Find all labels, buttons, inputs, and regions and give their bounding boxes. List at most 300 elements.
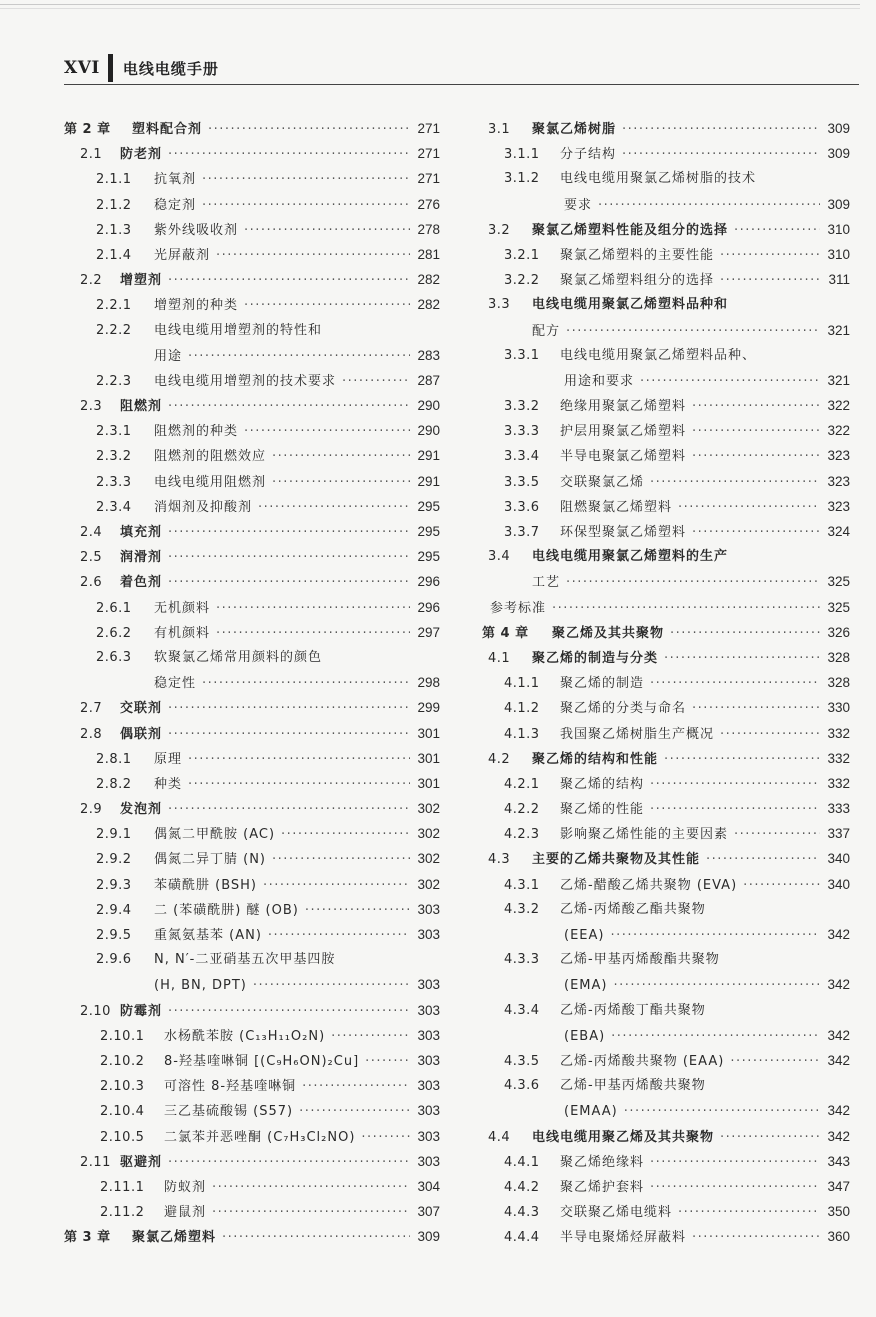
toc-entry-number: 4.2.1 — [504, 776, 540, 792]
toc-entry-title: 电线电缆用聚氯乙烯塑料品种、 — [560, 347, 757, 363]
toc-entry-page: 307 — [417, 1204, 440, 1220]
toc-entry[interactable] — [64, 393, 440, 418]
toc-entry[interactable] — [64, 947, 440, 972]
toc-entry[interactable] — [482, 1098, 850, 1123]
toc-entry-number: 2.6.1 — [96, 600, 132, 616]
toc-entry[interactable] — [64, 897, 440, 922]
toc-entry[interactable] — [482, 1124, 850, 1149]
toc-entry-title: 乙烯-甲基丙烯酸酯共聚物 — [560, 952, 720, 968]
toc-entry-number: 4.3.5 — [504, 1053, 540, 1069]
dot-leader — [168, 1150, 410, 1175]
toc-entry[interactable] — [482, 393, 850, 418]
toc-entry-number: 3.1 — [488, 122, 511, 137]
toc-entry-page: 309 — [827, 121, 850, 136]
toc-entry-page: 282 — [417, 272, 440, 288]
toc-entry-page: 342 — [827, 927, 850, 942]
toc-entry-page: 282 — [417, 297, 440, 313]
toc-entry-page: 332 — [827, 775, 850, 791]
dot-leader — [302, 1074, 410, 1099]
toc-entry-number: 2.9.4 — [96, 902, 132, 918]
toc-entry-title: 三乙基硫酸锡 (S57) — [164, 1104, 294, 1120]
toc-entry-number: 4.4 — [488, 1129, 511, 1145]
toc-entry[interactable] — [64, 343, 440, 368]
toc-entry-number: 2.8.2 — [96, 776, 132, 792]
toc-entry[interactable] — [482, 443, 850, 468]
toc-entry-number: 2.2.1 — [96, 298, 132, 314]
toc-entry[interactable] — [64, 670, 440, 695]
toc-entry[interactable] — [64, 192, 440, 217]
toc-entry-page: 303 — [417, 1103, 440, 1119]
toc-entry-title: 种类 — [154, 776, 183, 792]
toc-entry[interactable] — [64, 998, 440, 1023]
toc-entry-page: 295 — [417, 549, 440, 565]
dot-leader — [734, 822, 820, 847]
toc-entry-title: 乙烯-丙烯酸乙酯共聚物 — [560, 901, 706, 917]
dot-leader — [168, 142, 410, 167]
toc-entry-page: 303 — [417, 1027, 440, 1043]
dot-leader — [692, 419, 820, 444]
toc-entry-number: 2.1 — [80, 147, 103, 163]
toc-entry-number: 3.3.4 — [504, 449, 540, 465]
toc-entry-title: 要求 — [564, 197, 593, 213]
toc-entry-number: 3.3 — [488, 297, 511, 313]
toc-entry-title: 聚乙烯的制造与分类 — [532, 650, 659, 666]
toc-entry[interactable] — [64, 872, 440, 897]
toc-entry[interactable] — [64, 166, 440, 191]
toc-entry-title: 电线电缆用聚氯乙烯塑料的生产 — [532, 549, 729, 565]
toc-entry-page: 283 — [417, 347, 440, 363]
toc-entry-number: 2.2.2 — [96, 322, 132, 338]
toc-entry-page: 332 — [827, 725, 850, 741]
toc-entry[interactable] — [482, 846, 850, 871]
toc-entry[interactable] — [64, 922, 440, 947]
toc-entry-number: 3.2.2 — [504, 273, 540, 289]
toc-entry[interactable] — [64, 771, 440, 796]
dot-leader — [692, 444, 820, 469]
toc-entry[interactable] — [482, 821, 850, 846]
toc-entry-title: 增塑剂的种类 — [154, 298, 239, 314]
toc-entry-page: 337 — [827, 826, 850, 842]
toc-entry[interactable] — [482, 1199, 850, 1224]
toc-entry-page: 304 — [417, 1178, 440, 1194]
toc-entry-number: 2.9.2 — [96, 852, 132, 868]
dot-leader — [706, 847, 820, 872]
toc-entry-page: 350 — [827, 1204, 850, 1220]
toc-entry-title: 聚乙烯的性能 — [560, 802, 645, 818]
toc-entry-page: 295 — [417, 524, 440, 539]
toc-entry-number: 第 2 章 — [64, 122, 111, 137]
toc-entry[interactable] — [482, 141, 850, 166]
toc-entry-title: 偶氮二甲酰胺 (AC) — [154, 827, 276, 843]
toc-entry[interactable] — [64, 418, 440, 443]
toc-entry-page: 325 — [827, 574, 850, 590]
toc-entry-page: 303 — [417, 901, 440, 917]
toc-entry[interactable] — [64, 1174, 440, 1199]
toc-entry[interactable] — [482, 418, 850, 443]
toc-entry-number: 2.2 — [80, 273, 103, 289]
dot-leader — [202, 671, 410, 696]
toc-entry-page: 342 — [827, 977, 850, 993]
dot-leader — [212, 1200, 410, 1225]
toc-entry-title: 聚乙烯护套料 — [560, 1179, 645, 1195]
toc-entry-title: 避鼠剂 — [164, 1205, 207, 1221]
toc-entry[interactable] — [64, 267, 440, 292]
toc-entry[interactable] — [64, 721, 440, 746]
toc-entry-page: 340 — [827, 876, 850, 892]
toc-entry[interactable] — [482, 544, 850, 569]
dot-leader — [331, 1024, 410, 1049]
toc-entry-page: 342 — [827, 1103, 850, 1119]
toc-entry[interactable] — [64, 972, 440, 997]
toc-entry-title: 塑料配合剂 — [132, 122, 203, 137]
toc-entry-title: 主要的乙烯共聚物及其性能 — [532, 852, 701, 868]
toc-entry-title: 防霉剂 — [120, 1003, 163, 1019]
toc-entry[interactable] — [64, 469, 440, 494]
dot-leader — [650, 772, 820, 797]
toc-entry-page: 303 — [417, 1128, 440, 1144]
toc-entry-title: 消烟剂及抑酸剂 — [154, 499, 253, 515]
toc-entry-title: 8-羟基喹啉铜 [(C₉H₆ON)₂Cu] — [164, 1053, 360, 1069]
dot-leader — [622, 142, 820, 167]
toc-entry[interactable] — [64, 1199, 440, 1224]
toc-entry-title: 抗氧剂 — [154, 172, 197, 188]
dot-leader — [216, 596, 410, 621]
toc-entry[interactable] — [482, 1149, 850, 1174]
toc-entry-number: 2.2.3 — [96, 373, 132, 389]
toc-entry[interactable] — [482, 1073, 850, 1098]
toc-entry[interactable] — [482, 670, 850, 695]
dot-leader — [692, 520, 820, 545]
toc-entry-number: 2.10.4 — [100, 1104, 145, 1120]
toc-entry[interactable] — [482, 771, 850, 796]
dot-leader — [692, 1225, 820, 1250]
toc-entry-title: (EBA) — [564, 1028, 606, 1044]
toc-entry-title: 阻燃剂的种类 — [154, 424, 239, 440]
toc-entry[interactable] — [482, 947, 850, 972]
toc-entry-title: 无机颜料 — [154, 600, 211, 616]
toc-entry[interactable] — [482, 595, 850, 620]
toc-entry-number: 4.1.1 — [504, 676, 540, 692]
toc-entry-page: 340 — [827, 851, 850, 867]
toc-entry-number: 4.3.4 — [504, 1002, 540, 1018]
dot-leader — [622, 117, 820, 142]
toc-entry-title: 紫外线吸收剂 — [154, 222, 239, 238]
toc-entry-number: 2.1.2 — [96, 197, 132, 213]
dot-leader — [216, 243, 410, 268]
toc-entry-page: 303 — [417, 977, 440, 993]
toc-entry[interactable] — [482, 695, 850, 720]
dot-leader — [720, 243, 820, 268]
toc-entry[interactable] — [64, 217, 440, 242]
toc-entry-page: 290 — [417, 398, 440, 414]
toc-entry[interactable] — [482, 1174, 850, 1199]
toc-entry[interactable] — [64, 242, 440, 267]
toc-entry-number: 2.3.3 — [96, 474, 132, 490]
toc-entry-number: 2.9 — [80, 802, 103, 818]
toc-entry-title: 影响聚乙烯性能的主要因素 — [560, 827, 729, 843]
toc-entry-title: 着色剂 — [120, 575, 163, 591]
toc-entry[interactable] — [64, 1048, 440, 1073]
toc-entry-page: 302 — [417, 801, 440, 817]
header-rule — [64, 84, 859, 85]
toc-entry-page: 323 — [827, 448, 850, 464]
dot-leader — [244, 419, 410, 444]
toc-entry-title: 配方 — [532, 323, 561, 339]
toc-entry[interactable] — [482, 1224, 850, 1249]
toc-entry-title: 润滑剂 — [120, 550, 163, 566]
dot-leader — [730, 1049, 820, 1074]
toc-entry[interactable] — [482, 368, 850, 393]
toc-entry-title: 阻燃聚氯乙烯塑料 — [560, 499, 673, 515]
dot-leader — [188, 344, 410, 369]
toc-entry-title: N, N′-二亚硝基五次甲基四胺 — [154, 952, 336, 968]
toc-entry-number: 4.4.3 — [504, 1205, 540, 1221]
toc-entry-page: 309 — [827, 146, 850, 162]
dot-leader — [168, 570, 410, 595]
dot-leader — [650, 671, 820, 696]
dot-leader — [208, 117, 410, 142]
dot-leader — [692, 696, 820, 721]
toc-entry[interactable] — [482, 1048, 850, 1073]
toc-entry-title: 乙烯-丙烯酸共聚物 (EAA) — [560, 1053, 725, 1069]
toc-entry-title: 聚乙烯及其共聚物 — [552, 625, 665, 641]
toc-entry-title: 参考标准 — [490, 600, 547, 616]
toc-entry-page: 343 — [827, 1153, 850, 1169]
toc-entry-page: 342 — [827, 1128, 850, 1144]
dot-leader — [244, 293, 410, 318]
toc-entry-page: 309 — [417, 1229, 440, 1245]
dot-leader — [168, 999, 410, 1024]
toc-entry[interactable] — [482, 494, 850, 519]
toc-entry[interactable] — [64, 318, 440, 343]
toc-entry-page: 309 — [827, 196, 850, 212]
toc-entry-number: 2.3.1 — [96, 424, 132, 440]
toc-entry-title: 乙烯-丙烯酸丁酯共聚物 — [560, 1002, 706, 1018]
toc-entry-title: 有机颜料 — [154, 625, 211, 641]
toc-entry[interactable] — [482, 721, 850, 746]
toc-entry[interactable] — [482, 645, 850, 670]
toc-entry-title: 护层用聚氯乙烯塑料 — [560, 424, 687, 440]
toc-entry-page: 310 — [827, 221, 850, 237]
toc-entry[interactable] — [482, 620, 850, 645]
toc-entry-page: 287 — [417, 372, 440, 388]
dot-leader — [720, 1125, 820, 1150]
toc-entry-number: 第 4 章 — [482, 625, 529, 641]
toc-entry-page: 328 — [827, 649, 850, 665]
toc-entry[interactable] — [482, 267, 850, 292]
toc-entry[interactable] — [64, 1224, 440, 1249]
toc-entry[interactable] — [482, 746, 850, 771]
toc-entry[interactable] — [64, 796, 440, 821]
toc-entry-page: 303 — [417, 927, 440, 942]
toc-entry-title: 交联聚乙烯电缆料 — [560, 1205, 673, 1221]
toc-entry[interactable] — [64, 544, 440, 569]
toc-entry[interactable] — [64, 846, 440, 871]
toc-entry[interactable] — [64, 1098, 440, 1123]
toc-entry[interactable] — [64, 620, 440, 645]
toc-entry-page: 297 — [417, 624, 440, 640]
toc-entry-title: 防老剂 — [120, 147, 163, 163]
toc-entry-number: 2.9.1 — [96, 827, 132, 843]
toc-entry-page: 360 — [827, 1229, 850, 1245]
toc-entry[interactable] — [64, 116, 440, 141]
toc-entry[interactable] — [482, 242, 850, 267]
dot-leader — [268, 923, 410, 948]
toc-entry-page: 296 — [417, 599, 440, 615]
toc-entry-title: 聚氯乙烯塑料性能及组分的选择 — [532, 222, 729, 238]
toc-entry[interactable] — [64, 1023, 440, 1048]
toc-entry-page: 298 — [417, 675, 440, 691]
toc-entry[interactable] — [64, 821, 440, 846]
toc-entry-title: 工艺 — [532, 575, 561, 591]
toc-entry-title: 阻燃剂 — [120, 399, 163, 415]
toc-entry-title: 电线电缆用增塑剂的特性和 — [154, 322, 323, 338]
toc-entry-number: 2.10.1 — [100, 1028, 145, 1044]
toc-entry[interactable] — [64, 1073, 440, 1098]
toc-entry-page: 281 — [417, 246, 440, 262]
toc-entry-title: (EMA) — [564, 978, 608, 994]
toc-entry-title: 稳定性 — [154, 676, 197, 692]
toc-entry-page: 271 — [417, 171, 440, 187]
toc-entry[interactable] — [64, 595, 440, 620]
toc-entry-title: 偶氮二异丁腈 (N) — [154, 852, 267, 868]
toc-entry-number: 2.10.2 — [100, 1053, 145, 1069]
toc-entry-page: 347 — [827, 1178, 850, 1194]
toc-entry-number: 3.4 — [488, 549, 511, 565]
toc-entry-title: 聚乙烯绝缘料 — [560, 1154, 645, 1170]
dot-leader — [743, 873, 820, 898]
toc-entry[interactable] — [64, 645, 440, 670]
dot-leader — [361, 1125, 410, 1150]
toc-entry-number: 2.9.6 — [96, 952, 132, 968]
toc-entry-page: 328 — [827, 675, 850, 691]
toc-entry[interactable] — [64, 494, 440, 519]
toc-entry-title: 发泡剂 — [120, 802, 163, 818]
toc-entry-number: 4.1.2 — [504, 701, 540, 717]
toc-entry-page: 330 — [827, 700, 850, 716]
toc-entry-number: 4.3.2 — [504, 901, 540, 917]
toc-entry-page: 332 — [827, 750, 850, 766]
toc-entry[interactable] — [482, 897, 850, 922]
dot-leader — [365, 1049, 410, 1074]
toc-entry[interactable] — [482, 796, 850, 821]
toc-entry-title: (EEA) — [564, 928, 605, 943]
toc-entry[interactable] — [482, 998, 850, 1023]
toc-entry-title: 乙烯-甲基丙烯酸共聚物 — [560, 1078, 706, 1094]
toc-entry-page: 301 — [417, 750, 440, 766]
toc-entry-number: 2.6 — [80, 575, 103, 591]
toc-entry-page: 301 — [417, 775, 440, 791]
toc-entry[interactable] — [64, 1124, 440, 1149]
toc-entry[interactable] — [482, 217, 850, 242]
toc-entry-title: 我国聚乙烯树脂生产概况 — [560, 726, 715, 742]
dot-leader — [650, 1150, 820, 1175]
toc-entry-page: 322 — [827, 423, 850, 439]
toc-entry[interactable] — [482, 519, 850, 544]
toc-entry[interactable] — [482, 1023, 850, 1048]
toc-entry[interactable] — [482, 469, 850, 494]
dot-leader — [188, 747, 410, 772]
toc-entry-title: 聚氯乙烯塑料组分的选择 — [560, 273, 715, 289]
toc-entry-number: 3.1.2 — [504, 171, 540, 187]
dot-leader — [216, 621, 410, 646]
toc-entry-page: 302 — [417, 851, 440, 867]
dot-leader — [552, 596, 820, 621]
toc-entry-page: 302 — [417, 826, 440, 842]
toc-entry-number: 3.3.5 — [504, 474, 540, 490]
toc-entry-number: 2.8.1 — [96, 751, 132, 767]
toc-entry[interactable] — [64, 569, 440, 594]
toc-entry[interactable] — [482, 872, 850, 897]
toc-entry[interactable] — [482, 292, 850, 317]
toc-entry-title: 用途 — [154, 348, 183, 364]
toc-entry-title: 电线电缆用聚氯乙烯塑料品种和 — [532, 297, 729, 313]
toc-entry-page: 311 — [828, 272, 850, 288]
dot-leader — [342, 369, 410, 394]
toc-entry[interactable] — [64, 1149, 440, 1174]
toc-entry-title: (H, BN, DPT) — [154, 978, 247, 994]
toc-entry-title: 防蚁剂 — [164, 1179, 207, 1195]
dot-leader — [305, 898, 410, 923]
toc-entry[interactable] — [64, 368, 440, 393]
toc-entry-number: 2.5 — [80, 550, 103, 566]
toc-entry-page: 296 — [417, 574, 440, 590]
toc-entry-number: 4.4.4 — [504, 1230, 540, 1246]
toc-entry-title: 半导电聚烯烃屏蔽料 — [560, 1230, 687, 1246]
toc-entry[interactable] — [64, 746, 440, 771]
toc-entry[interactable] — [64, 141, 440, 166]
toc-entry-page: 303 — [417, 1002, 440, 1018]
toc-entry-number: 4.2.2 — [504, 802, 540, 818]
toc-entry[interactable] — [482, 343, 850, 368]
dot-leader — [650, 797, 820, 822]
dot-leader — [650, 470, 820, 495]
toc-entry[interactable] — [482, 192, 850, 217]
toc-entry-title: 增塑剂 — [120, 273, 163, 289]
toc-entry-page: 323 — [827, 498, 850, 514]
dot-leader — [650, 1175, 820, 1200]
toc-entry-number: 2.1.3 — [96, 222, 132, 238]
toc-entry-page: 295 — [417, 498, 440, 514]
toc-entry[interactable] — [64, 292, 440, 317]
toc-entry-number: 2.6.3 — [96, 649, 132, 665]
dot-leader — [272, 470, 410, 495]
toc-entry[interactable] — [64, 519, 440, 544]
toc-entry-page: 326 — [827, 624, 850, 640]
toc-entry-title: 聚乙烯的制造 — [560, 676, 645, 692]
toc-entry[interactable] — [64, 443, 440, 468]
toc-entry[interactable] — [482, 166, 850, 191]
toc-entry[interactable] — [482, 972, 850, 997]
toc-entry-number: 4.4.1 — [504, 1154, 540, 1170]
toc-entry-title: 偶联剂 — [120, 726, 163, 742]
toc-entry-page: 271 — [417, 121, 440, 136]
toc-entry-number: 3.3.7 — [504, 525, 540, 540]
toc-entry-number: 2.10.3 — [100, 1079, 145, 1095]
toc-entry[interactable] — [482, 318, 850, 343]
toc-entry-number: 4.1.3 — [504, 726, 540, 742]
toc-entry-title: 电线电缆用增塑剂的技术要求 — [154, 373, 337, 389]
dot-leader — [678, 495, 820, 520]
toc-entry[interactable] — [482, 569, 850, 594]
dot-leader — [168, 545, 410, 570]
toc-entry[interactable] — [482, 922, 850, 947]
toc-entry[interactable] — [482, 116, 850, 141]
toc-entry-page: 303 — [417, 1078, 440, 1094]
toc-entry-title: 聚氯乙烯树脂 — [532, 122, 617, 137]
toc-entry[interactable] — [64, 695, 440, 720]
toc-entry-number: 第 3 章 — [64, 1230, 111, 1246]
